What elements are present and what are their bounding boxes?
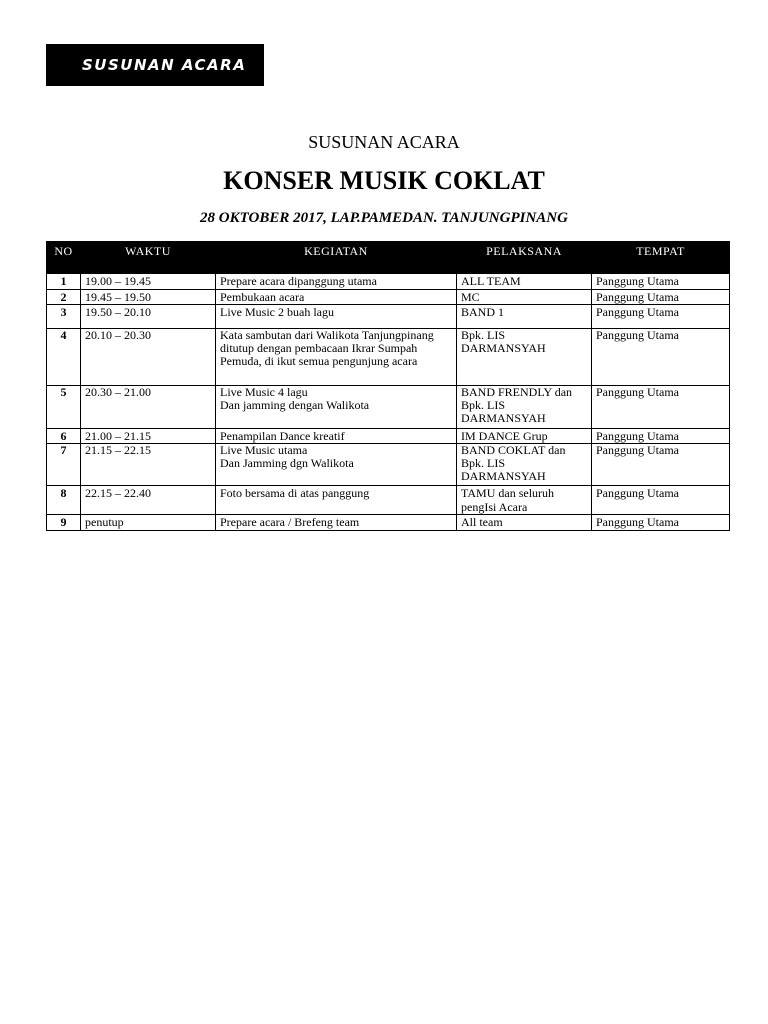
cell-kegiatan: Kata sambutan dari Walikota Tanjungpinang ditutup dengan pembacaan Ikrar Sumpah Pemuda, di ikut semua pengunjung acara [216, 329, 457, 386]
cell-tempat: Panggung Utama [592, 444, 730, 486]
table-row [47, 305, 730, 329]
cell-pelaksana: All team [457, 515, 592, 531]
cell-pelaksana: TAMU dan seluruh pengIsi Acara [457, 486, 592, 515]
table-row [47, 444, 730, 486]
cell-waktu: 19.50 – 20.10 [81, 305, 216, 329]
cell-no: 1 [47, 274, 81, 290]
cell-pelaksana: MC [457, 290, 592, 305]
cell-tempat: Panggung Utama [592, 486, 730, 515]
cell-no: 4 [47, 329, 81, 386]
cell-pelaksana: ALL TEAM [457, 274, 592, 290]
section-banner [46, 44, 264, 86]
cell-waktu: penutup [81, 515, 216, 531]
cell-waktu: 20.30 – 21.00 [81, 386, 216, 429]
cell-kegiatan: Live Music 2 buah lagu [216, 305, 457, 329]
cell-pelaksana: BAND FRENDLY dan Bpk. LIS DARMANSYAH [457, 386, 592, 429]
cell-no: 8 [47, 486, 81, 515]
table-row [47, 290, 730, 305]
cell-tempat: Panggung Utama [592, 305, 730, 329]
cell-tempat: Panggung Utama [592, 329, 730, 386]
table-row [47, 429, 730, 444]
cell-kegiatan: Foto bersama di atas panggung [216, 486, 457, 515]
cell-pelaksana: Bpk. LIS DARMANSYAH [457, 329, 592, 386]
cell-waktu: 21.00 – 21.15 [81, 429, 216, 444]
event-date-location: 28 OKTOBER 2017, LAP.PAMEDAN. TANJUNGPINANG [200, 210, 568, 226]
cell-kegiatan: Live Music utama Dan Jamming dgn Walikota [216, 444, 457, 486]
cell-pelaksana: BAND COKLAT dan Bpk. LIS DARMANSYAH [457, 444, 592, 486]
cell-no: 3 [47, 305, 81, 329]
table-row [47, 486, 730, 515]
cell-waktu: 21.15 – 22.15 [81, 444, 216, 486]
table-row [47, 274, 730, 290]
cell-no: 9 [47, 515, 81, 531]
cell-tempat: Panggung Utama [592, 274, 730, 290]
cell-no: 7 [47, 444, 81, 486]
cell-kegiatan: Prepare acara dipanggung utama [216, 274, 457, 290]
column-header-waktu: WAKTU [81, 242, 216, 273]
table-row [47, 515, 730, 531]
table-body [47, 273, 730, 531]
column-header-kegiatan: KEGIATAN [216, 242, 457, 273]
cell-waktu: 20.10 – 20.30 [81, 329, 216, 386]
cell-no: 2 [47, 290, 81, 305]
cell-no: 6 [47, 429, 81, 444]
cell-kegiatan: Penampilan Dance kreatif [216, 429, 457, 444]
cell-waktu: 19.00 – 19.45 [81, 274, 216, 290]
cell-pelaksana: BAND 1 [457, 305, 592, 329]
column-header-no: NO [47, 242, 81, 273]
cell-tempat: Panggung Utama [592, 290, 730, 305]
table-row [47, 329, 730, 386]
cell-kegiatan: Pembukaan acara [216, 290, 457, 305]
cell-waktu: 19.45 – 19.50 [81, 290, 216, 305]
cell-kegiatan: Live Music 4 lagu Dan jamming dengan Walikota [216, 386, 457, 429]
cell-waktu: 22.15 – 22.40 [81, 486, 216, 515]
cell-tempat: Panggung Utama [592, 386, 730, 429]
cell-tempat: Panggung Utama [592, 429, 730, 444]
cell-no: 5 [47, 386, 81, 429]
banner-label: SUSUNAN ACARA [82, 56, 247, 74]
table-header-row [47, 242, 730, 273]
cell-pelaksana: IM DANCE Grup [457, 429, 592, 444]
schedule-table [46, 241, 730, 531]
column-header-pelaksana: PELAKSANA [457, 242, 592, 273]
table-row [47, 386, 730, 429]
column-header-tempat: TEMPAT [592, 242, 730, 273]
page-subtitle: SUSUNAN ACARA [308, 132, 460, 152]
page-title: KONSER MUSIK COKLAT [223, 166, 545, 195]
cell-kegiatan: Prepare acara / Brefeng team [216, 515, 457, 531]
cell-tempat: Panggung Utama [592, 515, 730, 531]
